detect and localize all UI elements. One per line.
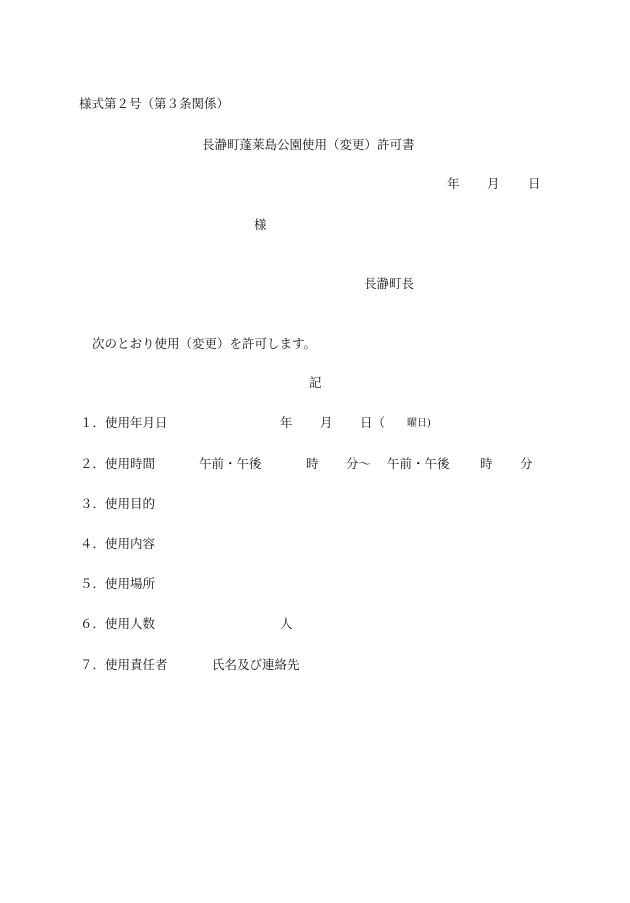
issuer-name: 長瀞町長: [364, 276, 415, 291]
usage-time-start-ampm: 午前・午後: [199, 456, 262, 471]
form-number: 様式第２号（第３条関係）: [79, 96, 230, 111]
usage-time-end-minute: 分: [520, 456, 533, 471]
page-title: 長瀞町蓬莱島公園使用（変更）許可書: [202, 137, 415, 152]
usage-date-year: 年: [280, 415, 293, 430]
item-usage-date-label: １．使用年月日: [80, 415, 168, 430]
usage-date-day: 日（: [360, 415, 386, 430]
item-usage-people-label: ６．使用人数: [80, 616, 156, 631]
item-responsible-person-label: ７．使用責任者: [80, 657, 168, 672]
item-usage-purpose-label: ３．使用目的: [80, 496, 156, 511]
recipient-suffix: 様: [254, 217, 267, 232]
responsible-person-contact: 氏名及び連絡先: [212, 657, 300, 672]
usage-time-start-hour: 時: [306, 456, 319, 471]
issue-date-day-label: 日: [528, 176, 541, 191]
permission-statement: 次のとおり使用（変更）を許可します。: [92, 336, 317, 351]
item-usage-time-label: ２．使用時間: [80, 456, 156, 471]
usage-date-month: 月: [320, 415, 333, 430]
issue-date-year-label: 年: [447, 176, 460, 191]
note-heading: 記: [309, 375, 322, 390]
usage-date-weekday: 曜日): [407, 418, 431, 429]
usage-people-unit: 人: [280, 616, 293, 631]
issue-date-month-label: 月: [487, 176, 500, 191]
usage-time-end-ampm: 午前・午後: [387, 456, 450, 471]
usage-time-start-minute: 分～: [346, 456, 372, 471]
item-usage-place-label: ５．使用場所: [80, 576, 156, 591]
usage-time-end-hour: 時: [480, 456, 493, 471]
item-usage-content-label: ４．使用内容: [80, 536, 156, 551]
